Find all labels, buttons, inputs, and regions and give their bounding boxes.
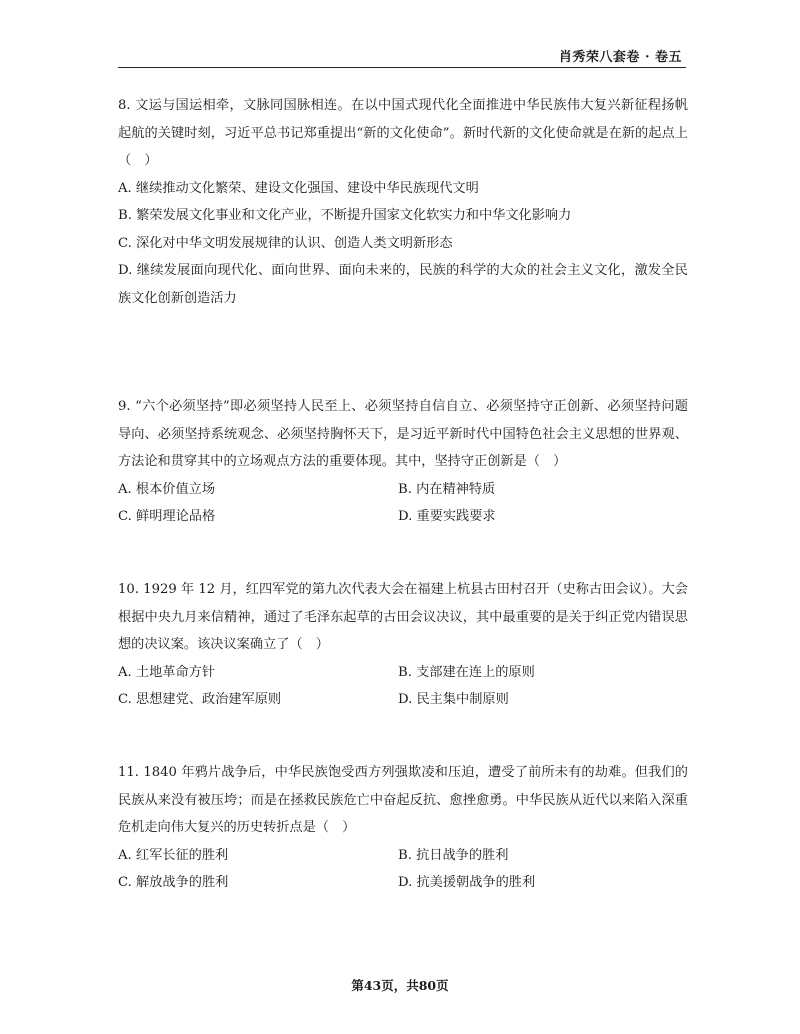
option-a: A. 根本价值立场 xyxy=(118,481,216,497)
option-b: B. 抗日战争的胜利 xyxy=(398,847,509,863)
header-title: 肖秀荣八套卷 · 卷五 xyxy=(558,50,682,65)
option-d: D. 重要实践要求 xyxy=(398,509,496,524)
page-footer xyxy=(0,976,800,994)
question-8 xyxy=(118,92,688,312)
option-a: A. 土地革命方针 xyxy=(118,664,216,680)
question-10 xyxy=(118,576,688,714)
question-stem: 10. 1929 年 12 月，红四军党的第九次代表大会在福建上杭县古田村召开（史称古田会议）。大会根据中央九月来信精神，通过了毛泽东起草的古田会议决议，其中最重要的是关于纠正党内错误思想的决议案。该决议案确立了（ ） xyxy=(118,582,688,652)
option-c: C. 思想建党、政治建军原则 xyxy=(118,692,282,707)
option-a: A. 红军长征的胜利 xyxy=(118,847,229,863)
option-c: C. 深化对中华文明发展规律的认识、创造人类文明新形态 xyxy=(118,235,453,251)
option-d: D. 继续发展面向现代化、面向世界、面向未来的，民族的科学的大众的社会主义文化，激发全民族文化创新创造活力 xyxy=(118,263,688,306)
question-9 xyxy=(118,393,688,531)
options-grid xyxy=(118,842,688,897)
option-c: C. 解放战争的胜利 xyxy=(118,875,229,890)
option-b: B. 内在精神特质 xyxy=(398,481,496,497)
page-number: 第43页，共80页 xyxy=(351,978,449,993)
options-grid xyxy=(118,659,688,714)
option-d: D. 民主集中制原则 xyxy=(398,692,509,707)
page-header xyxy=(118,40,686,68)
question-stem: 9. “六个必须坚持”即必须坚持人民至上、必须坚持自信自立、必须坚持守正创新、必须坚持问题导向、必须坚持系统观念、必须坚持胸怀天下，是习近平新时代中国特色社会主义思想的世界观、方法论和贯穿其中的立场观点方法的重要体现。其中，坚持守正创新是（ ） xyxy=(118,399,688,469)
question-11 xyxy=(118,759,688,897)
option-b: B. 支部建在连上的原则 xyxy=(398,664,535,680)
question-stem: 11. 1840 年鸦片战争后，中华民族饱受西方列强欺凌和压迫，遭受了前所未有的劫难。但我们的民族从来没有被压垮；而是在拯救民族危亡中奋起反抗、愈挫愈勇。中华民族从近代以来陷入深重危机走向伟大复兴的历史转折点是（ ） xyxy=(118,765,688,835)
option-a: A. 继续推动文化繁荣、建设文化强国、建设中华民族现代文明 xyxy=(118,180,479,196)
options-grid xyxy=(118,476,688,531)
option-d: D. 抗美援朝战争的胜利 xyxy=(398,875,536,890)
question-stem: 8. 文运与国运相牵，文脉同国脉相连。在以中国式现代化全面推进中华民族伟大复兴新征程扬帆起航的关键时刻，习近平总书记郑重提出“新的文化使命”。新时代新的文化使命就是在新的起点上（ ） xyxy=(118,98,688,168)
option-b: B. 繁荣发展文化事业和文化产业，不断提升国家文化软实力和中华文化影响力 xyxy=(118,208,572,223)
option-c: C. 鲜明理论品格 xyxy=(118,509,216,524)
